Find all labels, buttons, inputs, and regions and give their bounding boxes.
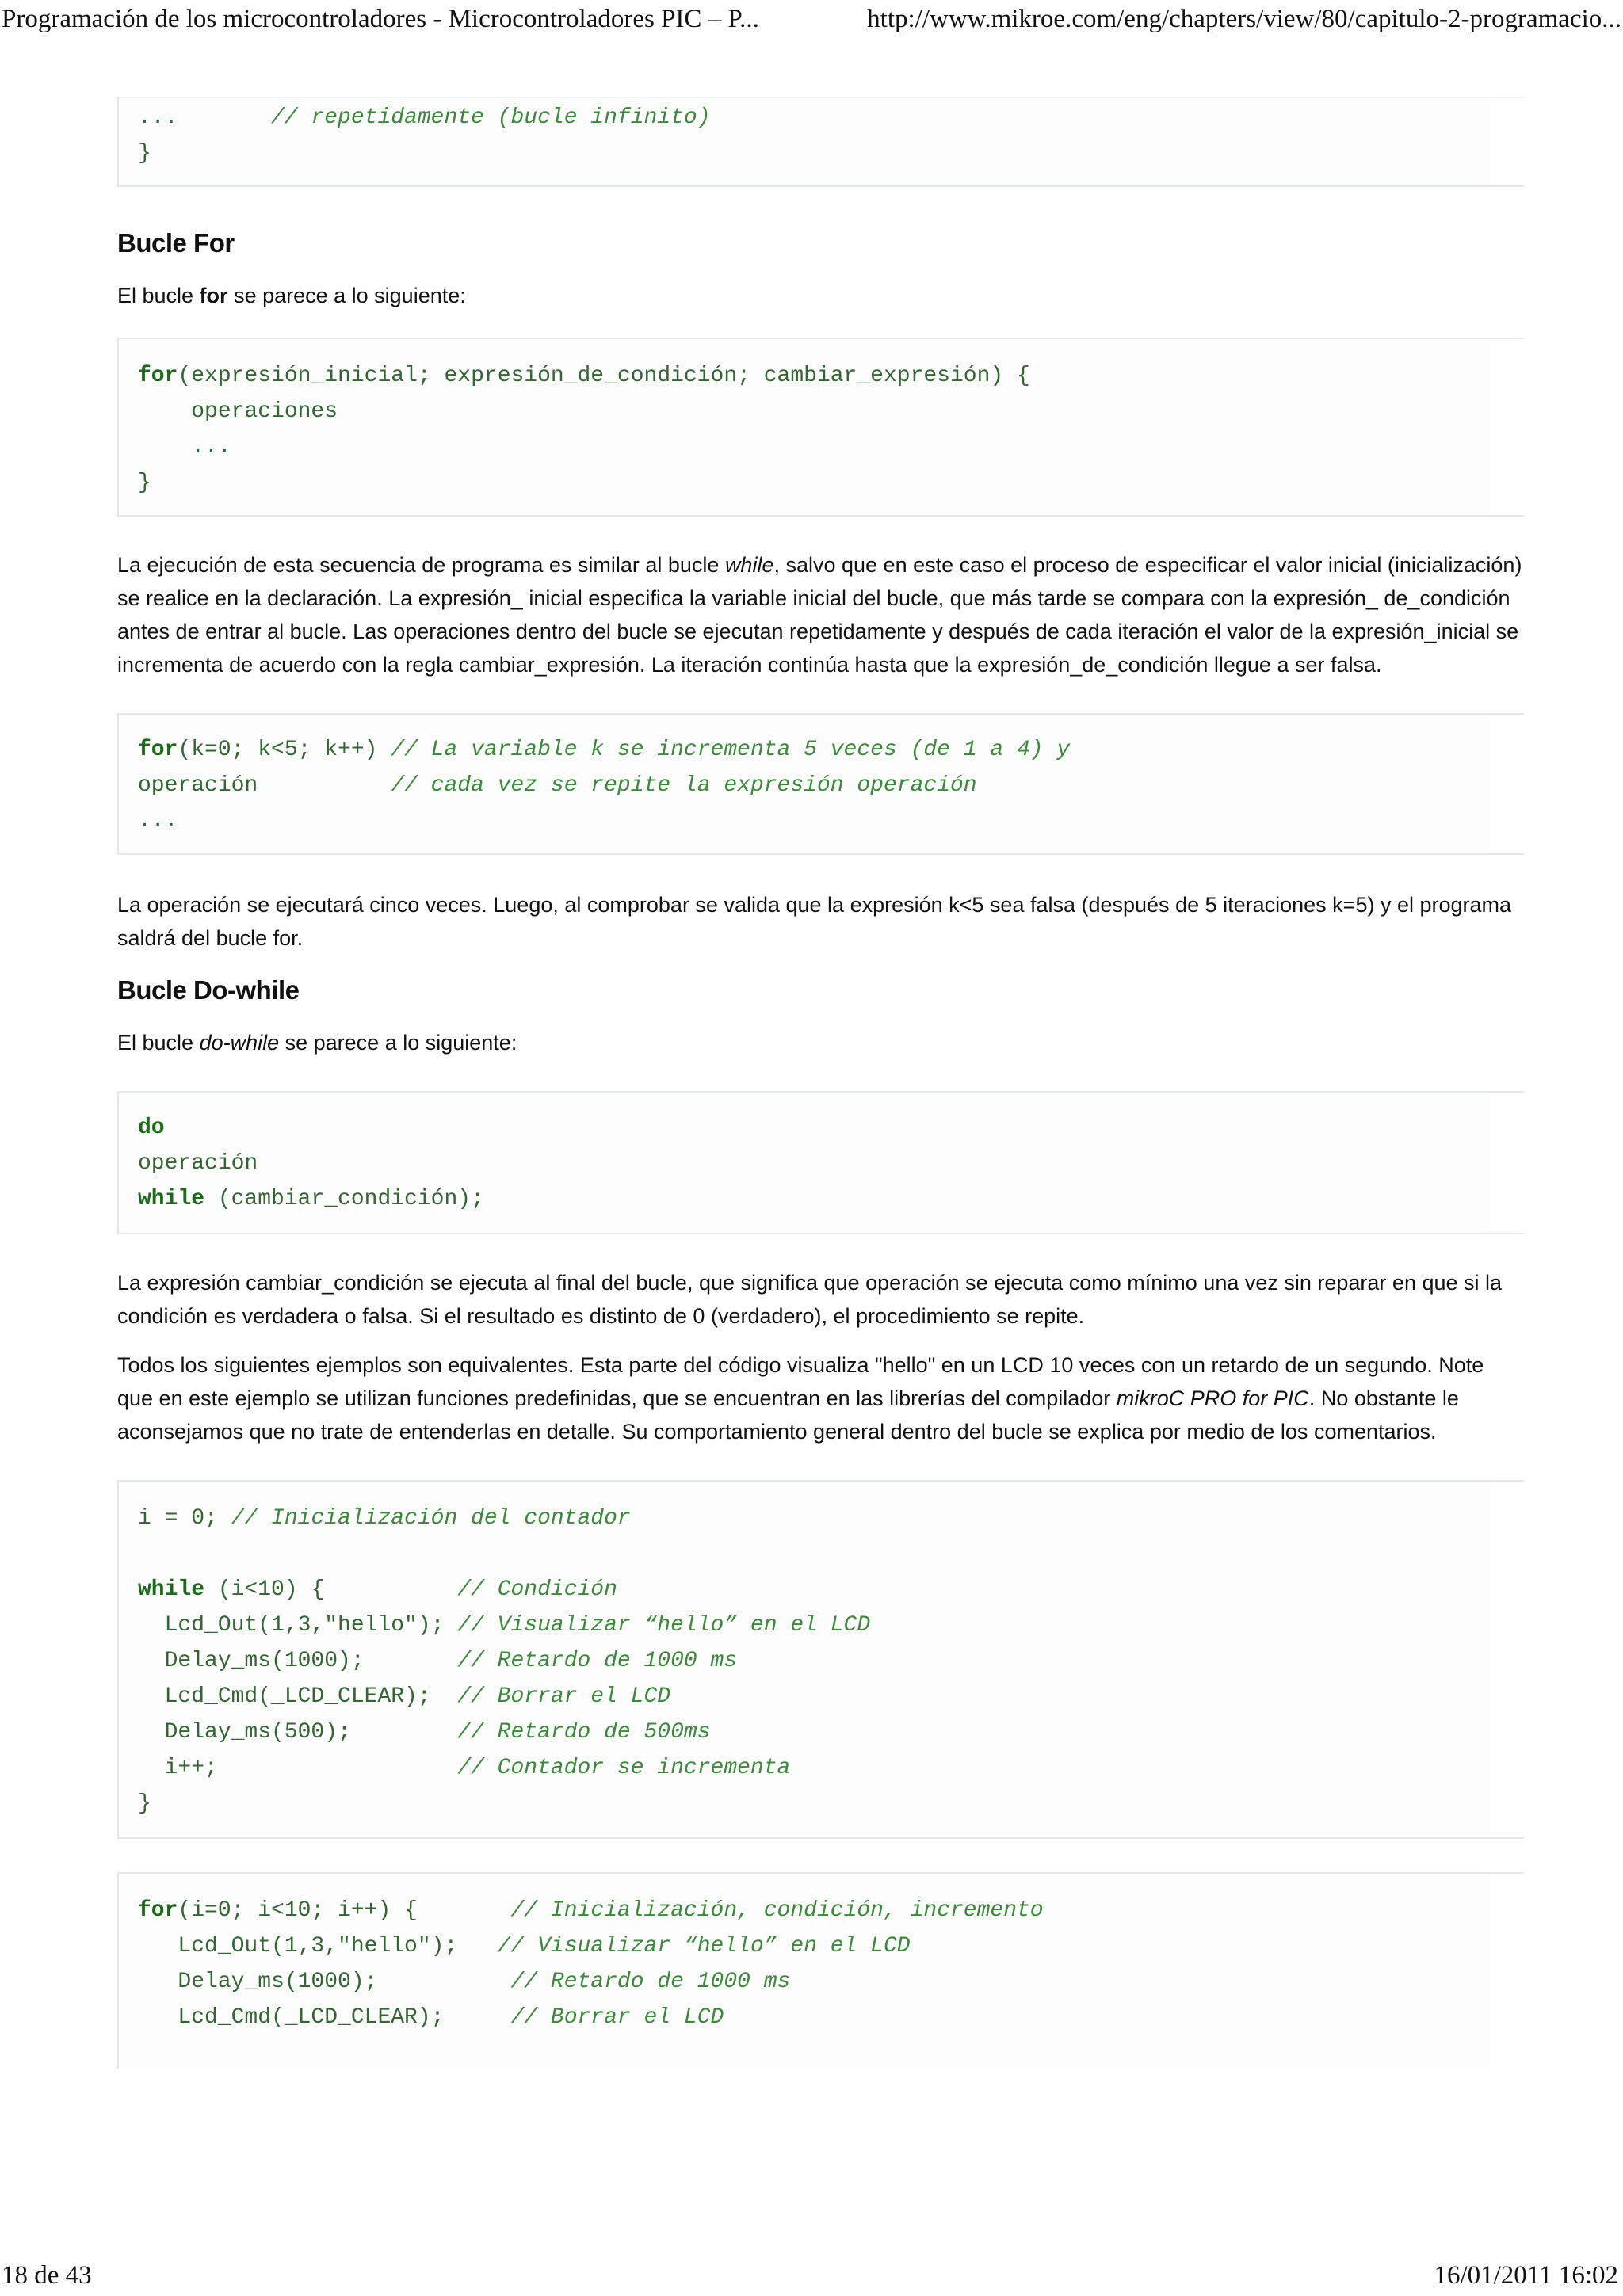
code-line: ... // repetidamente (bucle infinito) [138,105,711,130]
code-line: ... [138,435,231,460]
for-intro: El bucle for se parece a lo siguiente: [117,284,466,307]
code-line: } [138,1791,151,1816]
code-block-top [117,97,1524,187]
code-line: Delay_ms(1000); // Retardo de 1000 ms [138,1649,738,1673]
code-block-dowhile [117,1091,1524,1234]
for-explanation: La ejecución de esta secuencia de programa es similar al bucle while, salvo que en este caso el proceso de especificar el valor inicial (inicialización) se realice en la declaración. La expresión_ inicial especifica la variable inicial del bucle, que más tarde se compara con la expresión_ de_condición antes de entrar al bucle. Las operaciones dentro del bucle se ejecutan repetidamente y después de cada iteración el valor de la expresión_inicial se incrementa de acuerdo con la regla cambiar_expresión. La iteración continúa hasta que la expresión_de_condición llegue a ser falsa. [117,553,1522,677]
article-content [117,97,1524,2069]
dowhile-explanation: La expresión cambiar_condición se ejecuta al final del bucle, que significa que operación se ejecuta como mínimo una vez sin reparar en que si la condición es verdadera o falsa. Si el resultado es distinto de 0 (verdadero), el procedimiento se repite. [117,1271,1503,1328]
for-result: La operación se ejecutará cinco veces. Luego, al comprobar se valida que la expresión k<5 sea falsa (después de 5 iteraciones k=5) y el programa saldrá del bucle for. [117,893,1512,950]
code-block-for-syntax [117,338,1524,517]
page-title: Programación de los microcontroladores - Microcontroladores PIC – P... [2,5,759,33]
code-line: Delay_ms(1000); // Retardo de 1000 ms [138,1970,791,1994]
code-block-while-example [117,1480,1524,1839]
examples-intro: Todos los siguientes ejemplos son equivalentes. Esta parte del código visualiza "hello" en un LCD 10 veces con un retardo de un segundo. Note que en este ejemplo se utilizan funciones predefinidas, que se encuentran en las librerías del compilador mikroC PRO for PIC. No obstante le aconsejamos que no trate de entenderlas en detalle. Su comportamiento general dentro del bucle se explica por medio de los comentarios. [117,1353,1484,1444]
code-line: Lcd_Cmd(_LCD_CLEAR); // Borrar el LCD [138,1684,671,1709]
code-line: } [138,471,151,495]
code-line: Lcd_Out(1,3,"hello"); // Visualizar “hello” en el LCD [138,1934,911,1958]
code-line: i = 0; // Inicialización del contador [138,1506,631,1531]
code-line: for(i=0; i<10; i++) { // Inicialización, condición, incremento [138,1898,1044,1923]
print-datetime: 16/01/2011 16:02 [1434,2261,1618,2290]
code-line: do [138,1116,165,1140]
code-line: for(expresión_inicial; expresión_de_condición; cambiar_expresión) { [138,364,1030,388]
code-line: for(k=0; k<5; k++) // La variable k se incrementa 5 veces (de 1 a 4) y [138,738,1071,762]
code-line: operación [138,1151,258,1176]
page-number: 18 de 43 [2,2261,92,2290]
code-line: operación // cada vez se repite la expresión operación [138,773,977,798]
code-block-for-example [117,713,1524,855]
code-block-for-lcd-example [117,1872,1524,2069]
print-footer [0,2256,1623,2296]
print-header [0,0,1623,40]
code-line: } [138,141,151,166]
section-heading-dowhile: Bucle Do-while [117,975,300,1005]
code-line [138,1536,1524,1572]
code-line: while (cambiar_condición); [138,1187,484,1211]
code-line: ... [138,809,178,833]
code-line: Lcd_Cmd(_LCD_CLEAR); // Borrar el LCD [138,2005,724,2030]
page-url[interactable]: http://www.mikroe.com/eng/chapters/view/80/capitulo-2-programacio... [867,5,1621,33]
code-line: Delay_ms(500); // Retardo de 500ms [138,1720,711,1745]
dowhile-intro: El bucle do-while se parece a lo siguiente: [117,1031,517,1055]
code-line: i++; // Contador se incrementa [138,1756,791,1780]
section-heading-for: Bucle For [117,228,235,257]
code-line: while (i<10) { // Condición [138,1577,617,1602]
code-line: operaciones [138,399,338,424]
code-line: Lcd_Out(1,3,"hello"); // Visualizar “hello” en el LCD [138,1613,871,1638]
